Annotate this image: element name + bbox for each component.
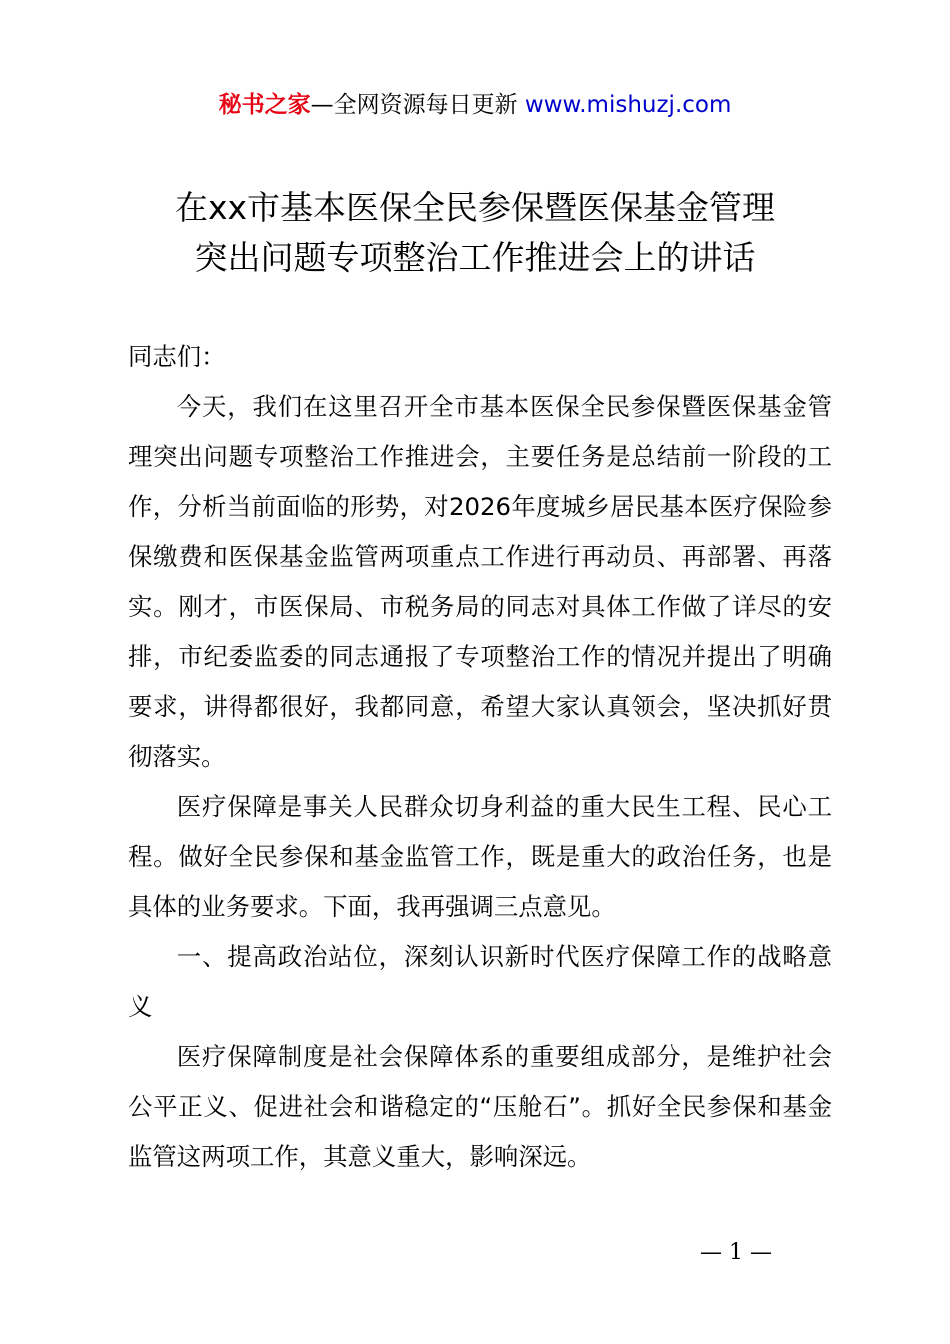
section-heading-1: 一、提高政治站位，深刻认识新时代医疗保障工作的战略意义	[128, 942, 832, 1021]
site-tagline: —全网资源每日更新	[310, 92, 525, 118]
title-line-2: 突出问题专项整治工作推进会上的讲话	[194, 238, 756, 277]
site-brand: 秘书之家	[218, 92, 311, 118]
site-url-link[interactable]: www.mishuzj.com	[524, 92, 732, 118]
paragraph-significance: 医疗保障是事关人民群众切身利益的重大民生工程、民心工程。做好全民参保和基金监管工作，既是重大的政治任务，也是具体的业务要求。下面，我再强调三点意见。	[128, 792, 832, 921]
paragraph-opening: 今天，我们在这里召开全市基本医保全民参保暨医保基金管理突出问题专项整治工作推进会，主要任务是总结前一阶段的工作，分析当前面临的形势，对2026年度城乡居民基本医疗保险参保缴费和医保基金监管两项重点工作进行再动员、再部署、再落实。刚才，市医保局、市税务局的同志对具体工作做了详尽的安排，市纪委监委的同志通报了专项整治工作的情况并提出了明确要求，讲得都很好，我都同意，希望大家认真领会，坚决抓好贯彻落实。	[128, 392, 832, 771]
document-body	[128, 332, 832, 1182]
salutation: 同志们：	[128, 342, 226, 371]
title-line-1: 在xx市基本医保全民参保暨医保基金管理	[174, 188, 776, 227]
site-header	[0, 88, 950, 122]
page-number: — 1 —	[700, 1240, 772, 1265]
paragraph-section-1: 医疗保障制度是社会保障体系的重要组成部分，是维护社会公平正义、促进社会和谐稳定的“压舱石”。抓好全民参保和基金监管这两项工作，其意义重大，影响深远。	[128, 1042, 832, 1171]
document-title	[0, 183, 950, 283]
